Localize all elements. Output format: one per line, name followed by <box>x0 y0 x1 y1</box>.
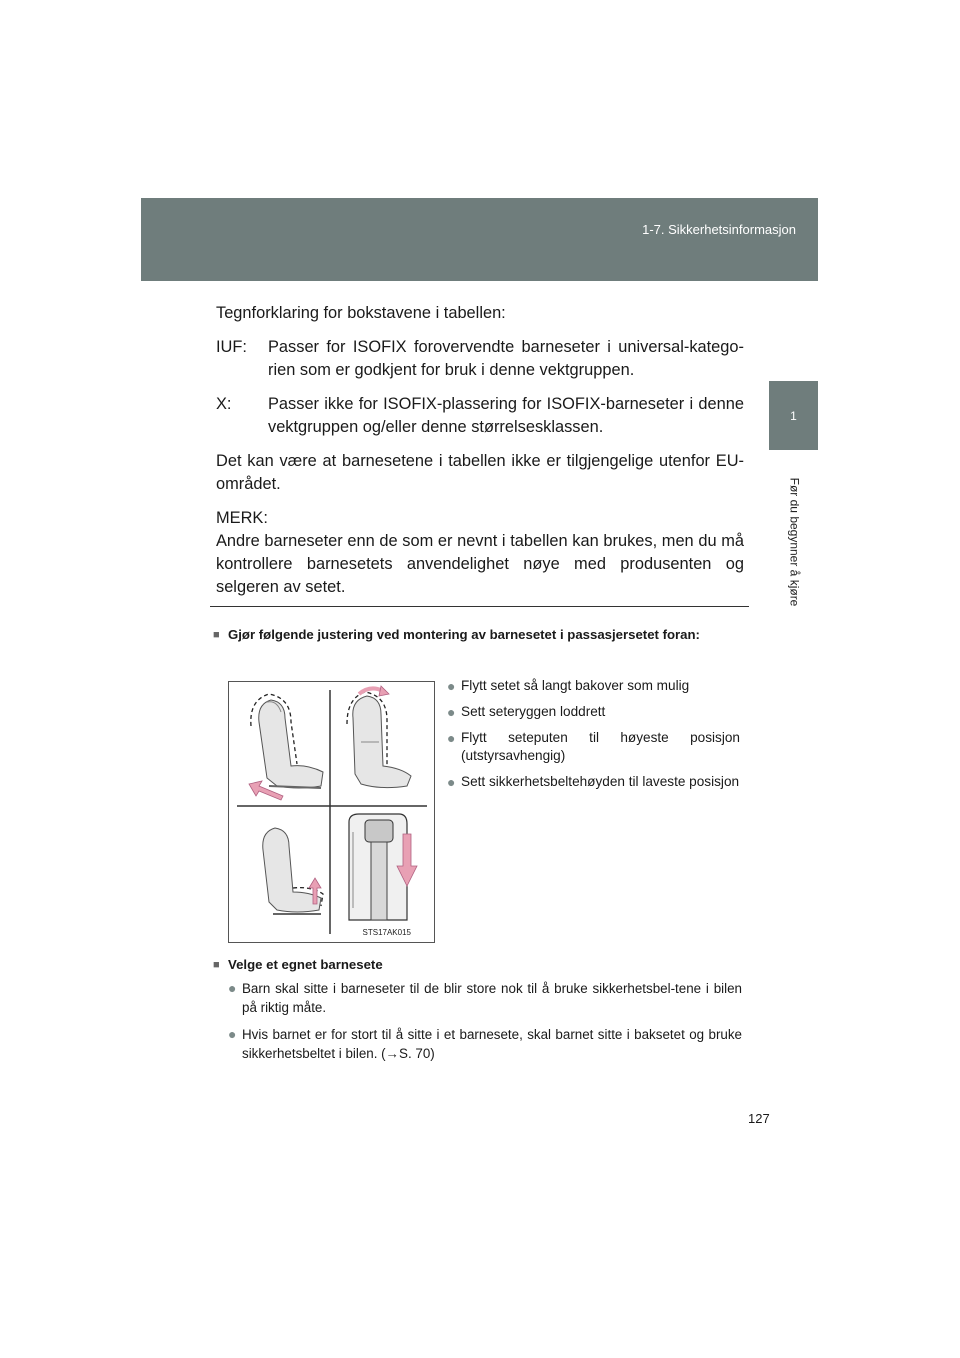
list-item-text: Barn skal sitte i barneseter til de blir store nok til å bruke sikkerhetsbel-tene i bilen på riktig måte. <box>242 981 742 1015</box>
adjustment-list <box>447 677 740 799</box>
square-bullet-icon: ■ <box>213 629 220 641</box>
availability-note: Det kan være at barnesetene i tabellen ikke er tilgjengelige utenfor EU-området. <box>216 452 744 493</box>
list-item <box>447 729 740 765</box>
section-heading-text: Gjør følgende justering ved montering av barnesetet i passasjersetet foran: <box>228 627 700 642</box>
bullet-icon: ● <box>447 774 456 790</box>
bullet-icon: ● <box>447 730 456 746</box>
intro-text <box>216 302 744 610</box>
list-item <box>447 703 740 721</box>
legend-code: X: <box>216 395 232 413</box>
belt-height-drawing <box>349 814 417 920</box>
list-item-text: Flytt seteputen til høyeste posisjon (utstyrsavhengig) <box>461 730 740 763</box>
list-item-text: Sett seteryggen loddrett <box>461 704 606 719</box>
list-item <box>228 979 742 1017</box>
page-number: 127 <box>748 1111 770 1126</box>
seat-adjustment-figure <box>228 681 435 943</box>
list-item-text: Hvis barnet er for stort til å sitte i et barnesete, skal barnet sitte i baksetet og bruke sikkerhetsbeltet i bilen. (→S. 70) <box>242 1027 742 1061</box>
legend-row-x <box>216 393 744 439</box>
seat-raise-cushion-drawing <box>263 828 323 914</box>
section-heading-choose <box>213 956 745 974</box>
list-item-text: Sett sikkerhetsbeltehøyden til laveste posisjon <box>461 774 740 789</box>
bullet-icon: ● <box>447 678 456 694</box>
note-label: MERK: <box>216 509 268 527</box>
section-heading-adjust <box>213 626 745 644</box>
legend-title: Tegnforklaring for bokstavene i tabellen: <box>216 304 506 322</box>
square-bullet-icon: ■ <box>213 959 220 971</box>
seat-upright-backrest-drawing <box>347 686 411 788</box>
seat-illustration <box>229 682 434 942</box>
bullet-icon: ● <box>228 1026 237 1042</box>
legend-desc: Passer for ISOFIX forovervendte barneseter i universal-katego-rien som er godkjent for bruk i denne vektgruppen. <box>268 338 744 379</box>
chapter-title-text: Før du begynner å kjøre <box>787 477 801 607</box>
section-title: 1-7. Sikkerhetsinformasjon <box>642 222 796 237</box>
list-item <box>447 773 740 791</box>
header-bar <box>141 198 818 281</box>
list-item <box>228 1025 742 1063</box>
legend-row-iuf <box>216 336 744 382</box>
bullet-icon: ● <box>228 980 237 996</box>
section-divider <box>210 606 749 607</box>
list-item-text: Flytt setet så langt bakover som mulig <box>461 678 690 693</box>
chapter-title <box>784 462 804 622</box>
seat-slide-back-drawing <box>249 694 323 800</box>
note-text: Andre barneseter enn de som er nevnt i tabellen kan brukes, men du må kontrollere barnesetets anvendelighet nøye med produsenten og selgeren av setet. <box>216 532 744 596</box>
list-item <box>447 677 740 695</box>
bullet-icon: ● <box>447 704 456 720</box>
chapter-tab: 1 <box>769 381 818 450</box>
section-heading-text: Velge et egnet barnesete <box>228 957 383 972</box>
legend-code: IUF: <box>216 338 247 356</box>
figure-code: STS17AK015 <box>362 928 411 937</box>
legend-desc: Passer ikke for ISOFIX-plassering for ISOFIX-barneseter i denne vektgruppen og/eller denne størrelsesklassen. <box>268 395 744 436</box>
choose-seat-list <box>228 979 742 1071</box>
